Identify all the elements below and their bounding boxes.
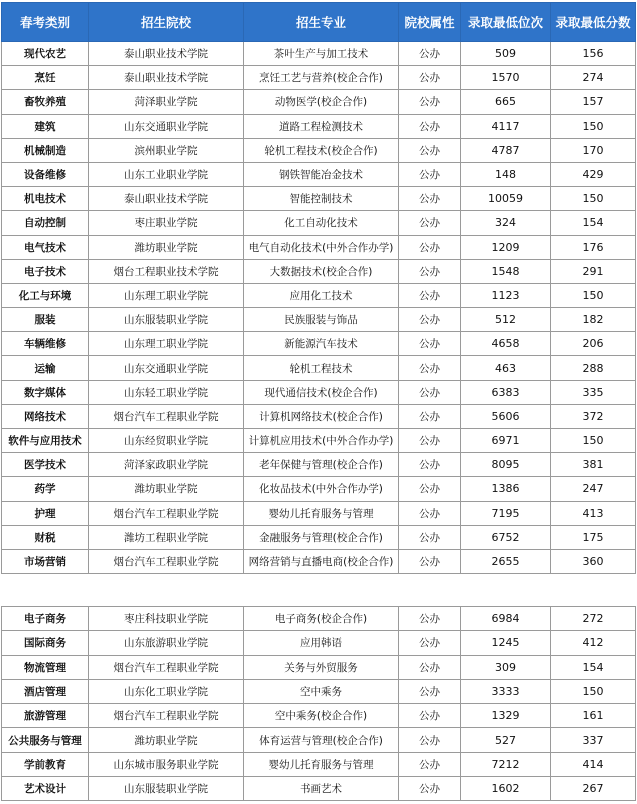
category-cell: 电气技术 (2, 235, 89, 259)
table-row (2, 356, 636, 380)
min-score-cell: 206 (551, 332, 636, 356)
category-cell: 设备维修 (2, 162, 89, 186)
min-score-cell: 156 (551, 42, 636, 66)
type-cell: 公办 (399, 607, 461, 631)
min-score-cell: 182 (551, 308, 636, 332)
college-cell: 烟台汽车工程职业学院 (89, 655, 244, 679)
min-rank-cell: 3333 (461, 679, 551, 703)
header-type: 院校属性 (399, 3, 461, 42)
college-cell: 枣庄科技职业学院 (89, 607, 244, 631)
major-cell: 关务与外贸服务 (244, 655, 399, 679)
category-cell: 建筑 (2, 114, 89, 138)
major-cell: 大数据技术(校企合作) (244, 259, 399, 283)
type-cell: 公办 (399, 453, 461, 477)
min-score-cell: 291 (551, 259, 636, 283)
min-score-cell: 150 (551, 429, 636, 453)
major-cell: 动物医学(校企合作) (244, 90, 399, 114)
major-cell: 新能源汽车技术 (244, 332, 399, 356)
college-cell: 山东理工职业学院 (89, 283, 244, 307)
min-score-cell: 247 (551, 477, 636, 501)
min-score-cell: 372 (551, 404, 636, 428)
min-rank-cell: 148 (461, 162, 551, 186)
category-cell: 学前教育 (2, 752, 89, 776)
min-rank-cell: 6971 (461, 429, 551, 453)
college-cell: 菏泽职业学院 (89, 90, 244, 114)
min-score-cell: 150 (551, 283, 636, 307)
min-rank-cell: 4658 (461, 332, 551, 356)
college-cell: 山东经贸职业学院 (89, 429, 244, 453)
college-cell: 烟台汽车工程职业学院 (89, 501, 244, 525)
min-rank-cell: 6383 (461, 380, 551, 404)
category-cell: 现代农艺 (2, 42, 89, 66)
table-row (2, 453, 636, 477)
min-score-cell: 154 (551, 211, 636, 235)
major-cell: 电子商务(校企合作) (244, 607, 399, 631)
type-cell: 公办 (399, 429, 461, 453)
min-rank-cell: 512 (461, 308, 551, 332)
type-cell: 公办 (399, 332, 461, 356)
min-rank-cell: 6752 (461, 525, 551, 549)
min-rank-cell: 1602 (461, 777, 551, 801)
table-header-row (2, 3, 636, 42)
college-cell: 山东轻工职业学院 (89, 380, 244, 404)
category-cell: 运输 (2, 356, 89, 380)
major-cell: 婴幼儿托育服务与管理 (244, 752, 399, 776)
category-cell: 国际商务 (2, 631, 89, 655)
table-row (2, 404, 636, 428)
college-cell: 枣庄职业学院 (89, 211, 244, 235)
min-rank-cell: 5606 (461, 404, 551, 428)
major-cell: 烹饪工艺与营养(校企合作) (244, 66, 399, 90)
college-cell: 潍坊工程职业学院 (89, 525, 244, 549)
type-cell: 公办 (399, 187, 461, 211)
category-cell: 酒店管理 (2, 679, 89, 703)
type-cell: 公办 (399, 356, 461, 380)
category-cell: 畜牧养殖 (2, 90, 89, 114)
min-score-cell: 154 (551, 655, 636, 679)
major-cell: 应用韩语 (244, 631, 399, 655)
table-row (2, 308, 636, 332)
min-score-cell: 272 (551, 607, 636, 631)
college-cell: 山东城市服务职业学院 (89, 752, 244, 776)
min-rank-cell: 527 (461, 728, 551, 752)
min-score-cell: 150 (551, 114, 636, 138)
table-row (2, 501, 636, 525)
college-cell: 山东服装职业学院 (89, 308, 244, 332)
min-rank-cell: 8095 (461, 453, 551, 477)
type-cell: 公办 (399, 308, 461, 332)
table-row (2, 114, 636, 138)
category-cell: 市场营销 (2, 549, 89, 573)
category-cell: 护理 (2, 501, 89, 525)
header-college: 招生院校 (89, 3, 244, 42)
type-cell: 公办 (399, 679, 461, 703)
type-cell: 公办 (399, 477, 461, 501)
college-cell: 山东交通职业学院 (89, 114, 244, 138)
category-cell: 自动控制 (2, 211, 89, 235)
major-cell: 民族服装与饰品 (244, 308, 399, 332)
college-cell: 山东工业职业学院 (89, 162, 244, 186)
college-cell: 烟台工程职业技术学院 (89, 259, 244, 283)
type-cell: 公办 (399, 549, 461, 573)
category-cell: 电子技术 (2, 259, 89, 283)
type-cell: 公办 (399, 283, 461, 307)
type-cell: 公办 (399, 90, 461, 114)
category-cell: 机械制造 (2, 138, 89, 162)
min-score-cell: 412 (551, 631, 636, 655)
table-row (2, 90, 636, 114)
table-row (2, 631, 636, 655)
min-rank-cell: 665 (461, 90, 551, 114)
category-cell: 烹饪 (2, 66, 89, 90)
min-rank-cell: 4787 (461, 138, 551, 162)
category-cell: 服装 (2, 308, 89, 332)
min-score-cell: 429 (551, 162, 636, 186)
type-cell: 公办 (399, 501, 461, 525)
type-cell: 公办 (399, 728, 461, 752)
table-row (2, 728, 636, 752)
min-rank-cell: 509 (461, 42, 551, 66)
category-cell: 车辆维修 (2, 332, 89, 356)
min-score-cell: 274 (551, 66, 636, 90)
type-cell: 公办 (399, 380, 461, 404)
table-row (2, 259, 636, 283)
type-cell: 公办 (399, 235, 461, 259)
table-row (2, 704, 636, 728)
min-score-cell: 150 (551, 679, 636, 703)
min-rank-cell: 7212 (461, 752, 551, 776)
college-cell: 烟台汽车工程职业学院 (89, 549, 244, 573)
table-row (2, 525, 636, 549)
college-cell: 泰山职业技术学院 (89, 187, 244, 211)
category-cell: 医学技术 (2, 453, 89, 477)
category-cell: 艺术设计 (2, 777, 89, 801)
table-row (2, 679, 636, 703)
category-cell: 财税 (2, 525, 89, 549)
min-score-cell: 337 (551, 728, 636, 752)
min-score-cell: 157 (551, 90, 636, 114)
college-cell: 烟台汽车工程职业学院 (89, 704, 244, 728)
min-score-cell: 335 (551, 380, 636, 404)
table-row (2, 66, 636, 90)
min-rank-cell: 7195 (461, 501, 551, 525)
type-cell: 公办 (399, 259, 461, 283)
admission-table-continued (1, 606, 636, 801)
type-cell: 公办 (399, 525, 461, 549)
table-row (2, 429, 636, 453)
min-score-cell: 170 (551, 138, 636, 162)
type-cell: 公办 (399, 655, 461, 679)
category-cell: 药学 (2, 477, 89, 501)
min-rank-cell: 1209 (461, 235, 551, 259)
type-cell: 公办 (399, 777, 461, 801)
type-cell: 公办 (399, 66, 461, 90)
min-score-cell: 413 (551, 501, 636, 525)
major-cell: 茶叶生产与加工技术 (244, 42, 399, 66)
type-cell: 公办 (399, 162, 461, 186)
table-row (2, 477, 636, 501)
major-cell: 钢铁智能冶金技术 (244, 162, 399, 186)
type-cell: 公办 (399, 114, 461, 138)
category-cell: 电子商务 (2, 607, 89, 631)
college-cell: 菏泽家政职业学院 (89, 453, 244, 477)
type-cell: 公办 (399, 42, 461, 66)
header-min-score: 录取最低分数 (551, 3, 636, 42)
college-cell: 泰山职业技术学院 (89, 42, 244, 66)
min-rank-cell: 10059 (461, 187, 551, 211)
major-cell: 轮机工程技术 (244, 356, 399, 380)
college-cell: 山东理工职业学院 (89, 332, 244, 356)
type-cell: 公办 (399, 752, 461, 776)
major-cell: 空中乘务 (244, 679, 399, 703)
college-cell: 泰山职业技术学院 (89, 66, 244, 90)
type-cell: 公办 (399, 404, 461, 428)
min-score-cell: 414 (551, 752, 636, 776)
major-cell: 计算机应用技术(中外合作办学) (244, 429, 399, 453)
header-min-rank: 录取最低位次 (461, 3, 551, 42)
min-rank-cell: 463 (461, 356, 551, 380)
category-cell: 物流管理 (2, 655, 89, 679)
table-row (2, 332, 636, 356)
min-score-cell: 175 (551, 525, 636, 549)
type-cell: 公办 (399, 704, 461, 728)
header-major: 招生专业 (244, 3, 399, 42)
major-cell: 现代通信技术(校企合作) (244, 380, 399, 404)
min-score-cell: 267 (551, 777, 636, 801)
major-cell: 老年保健与管理(校企合作) (244, 453, 399, 477)
table-row (2, 235, 636, 259)
admission-table-main (1, 2, 636, 574)
college-cell: 滨州职业学院 (89, 138, 244, 162)
college-cell: 潍坊职业学院 (89, 477, 244, 501)
min-score-cell: 288 (551, 356, 636, 380)
major-cell: 金融服务与管理(校企合作) (244, 525, 399, 549)
min-rank-cell: 4117 (461, 114, 551, 138)
major-cell: 应用化工技术 (244, 283, 399, 307)
min-rank-cell: 2655 (461, 549, 551, 573)
table-row (2, 162, 636, 186)
table-row (2, 138, 636, 162)
header-category: 春考类别 (2, 3, 89, 42)
major-cell: 网络营销与直播电商(校企合作) (244, 549, 399, 573)
major-cell: 计算机网络技术(校企合作) (244, 404, 399, 428)
major-cell: 化妆品技术(中外合作办学) (244, 477, 399, 501)
category-cell: 网络技术 (2, 404, 89, 428)
major-cell: 智能控制技术 (244, 187, 399, 211)
min-rank-cell: 309 (461, 655, 551, 679)
min-score-cell: 161 (551, 704, 636, 728)
college-cell: 山东交通职业学院 (89, 356, 244, 380)
min-rank-cell: 324 (461, 211, 551, 235)
min-rank-cell: 6984 (461, 607, 551, 631)
major-cell: 轮机工程技术(校企合作) (244, 138, 399, 162)
table-row (2, 42, 636, 66)
type-cell: 公办 (399, 631, 461, 655)
min-score-cell: 381 (551, 453, 636, 477)
table-row (2, 549, 636, 573)
min-rank-cell: 1329 (461, 704, 551, 728)
college-cell: 潍坊职业学院 (89, 728, 244, 752)
category-cell: 软件与应用技术 (2, 429, 89, 453)
min-rank-cell: 1245 (461, 631, 551, 655)
min-score-cell: 360 (551, 549, 636, 573)
table-row (2, 752, 636, 776)
table-row (2, 211, 636, 235)
college-cell: 山东服装职业学院 (89, 777, 244, 801)
table-row (2, 655, 636, 679)
major-cell: 道路工程检测技术 (244, 114, 399, 138)
major-cell: 电气自动化技术(中外合作办学) (244, 235, 399, 259)
table-row (2, 607, 636, 631)
category-cell: 化工与环境 (2, 283, 89, 307)
type-cell: 公办 (399, 211, 461, 235)
min-score-cell: 176 (551, 235, 636, 259)
min-rank-cell: 1123 (461, 283, 551, 307)
college-cell: 山东旅游职业学院 (89, 631, 244, 655)
min-rank-cell: 1570 (461, 66, 551, 90)
category-cell: 旅游管理 (2, 704, 89, 728)
min-score-cell: 150 (551, 187, 636, 211)
min-rank-cell: 1548 (461, 259, 551, 283)
table-row (2, 380, 636, 404)
category-cell: 机电技术 (2, 187, 89, 211)
table-row (2, 283, 636, 307)
college-cell: 烟台汽车工程职业学院 (89, 404, 244, 428)
college-cell: 潍坊职业学院 (89, 235, 244, 259)
category-cell: 公共服务与管理 (2, 728, 89, 752)
table-row (2, 777, 636, 801)
major-cell: 婴幼儿托育服务与管理 (244, 501, 399, 525)
type-cell: 公办 (399, 138, 461, 162)
major-cell: 化工自动化技术 (244, 211, 399, 235)
major-cell: 体育运营与管理(校企合作) (244, 728, 399, 752)
major-cell: 空中乘务(校企合作) (244, 704, 399, 728)
college-cell: 山东化工职业学院 (89, 679, 244, 703)
min-rank-cell: 1386 (461, 477, 551, 501)
table-row (2, 187, 636, 211)
category-cell: 数字媒体 (2, 380, 89, 404)
major-cell: 书画艺术 (244, 777, 399, 801)
